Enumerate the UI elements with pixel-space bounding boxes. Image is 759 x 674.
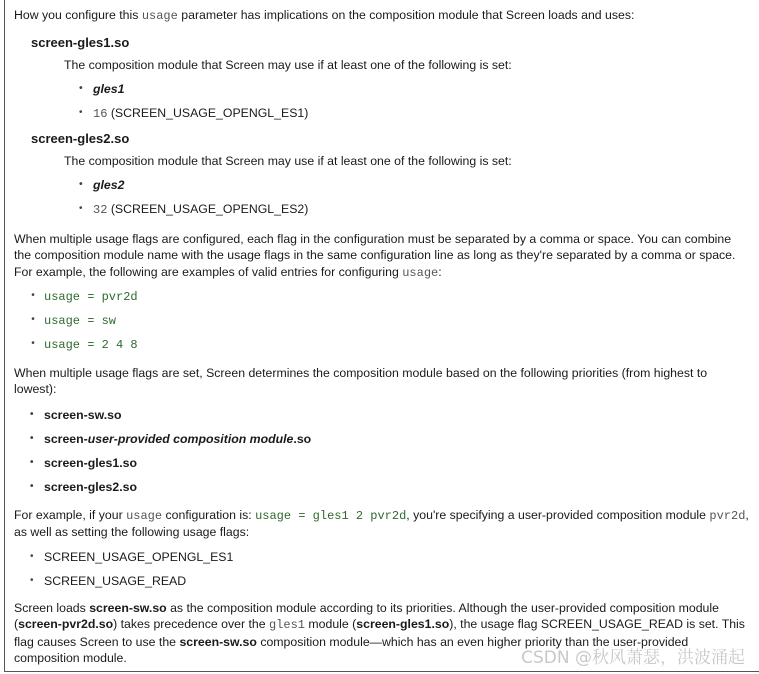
text: (SCREEN_USAGE_OPENGL_ES1)	[107, 106, 309, 120]
text: , as well as setting the following usage flags:	[14, 508, 749, 540]
paragraph-example	[14, 507, 751, 541]
paragraph-priorities: When multiple usage flags are set, Screen determines the composition module based on the following priorities (from highest to lowest):	[14, 366, 708, 397]
list-item	[93, 201, 308, 218]
priority-item: • screen-gles2.so	[44, 479, 137, 495]
inline-code: usage	[402, 265, 439, 280]
text: module (	[305, 617, 357, 632]
example-item: • usage = 2 4 8	[44, 337, 138, 353]
text: (SCREEN_USAGE_OPENGL_ES2)	[107, 202, 309, 216]
example-item: • usage = sw	[44, 313, 116, 329]
text: For example, if your	[14, 508, 127, 522]
text: ), the usage flag SCREEN_USAGE_READ is set. This flag causes Screen to use the	[14, 617, 745, 649]
paragraph-separators	[14, 231, 751, 281]
inline-code: 16	[93, 107, 108, 121]
inline-code: usage	[141, 9, 178, 23]
text: configuration is:	[162, 508, 256, 522]
list-item: • gles2	[93, 177, 124, 193]
priority-item	[44, 431, 311, 447]
list-item: • gles1	[93, 81, 124, 97]
text: screen-	[44, 432, 88, 446]
intro-paragraph	[14, 7, 751, 24]
text: composition module—which has an even higher priority than the user-provided composition module.	[14, 634, 689, 665]
text: , you're specifying a user-provided composition module	[406, 508, 710, 522]
text: user-provided composition module	[87, 432, 294, 446]
text: When multiple usage flags are configured, each flag in the configuration must be separated by a comma or space. You can combine the composition module name with the usage flags in the same configuration line as long as they're separated by a comma or space. For example, the following are examples of valid entries for configuring	[14, 232, 736, 279]
module-term: screen-gles2.so	[31, 131, 130, 146]
module-term: screen-gles1.so	[31, 35, 130, 50]
list-item	[93, 105, 308, 122]
text: Screen loads	[14, 601, 90, 615]
inline-code: gles1	[268, 618, 305, 633]
priority-item: • screen-gles1.so	[44, 455, 137, 471]
content-frame	[4, 0, 759, 672]
inline-code: usage	[126, 509, 163, 523]
text: screen-gles1.so	[356, 617, 450, 632]
text: parameter has implications on the composition module that Screen loads and uses:	[177, 8, 635, 22]
text: screen-sw.so	[89, 601, 167, 615]
flag-item: • SCREEN_USAGE_OPENGL_ES1	[44, 549, 233, 565]
text: screen-sw.so	[179, 634, 257, 649]
module-desc: The composition module that Screen may use if at least one of the following is set:	[64, 154, 512, 168]
watermark: CSDN @秋风萧瑟，洪波涌起	[521, 648, 745, 668]
module-desc: The composition module that Screen may use if at least one of the following is set:	[64, 58, 512, 72]
priority-item: • screen-sw.so	[44, 407, 121, 423]
inline-code: usage = gles1 2 pvr2d	[255, 509, 407, 523]
inline-code: 32	[93, 203, 108, 217]
text: .so	[293, 432, 312, 446]
flag-item: • SCREEN_USAGE_READ	[44, 573, 186, 589]
text: as the composition module according to its priorities. Although the user-provided composition module (	[14, 601, 719, 632]
inline-code: pvr2d	[709, 509, 746, 523]
text: :	[438, 264, 442, 279]
text: screen-pvr2d.so	[18, 617, 114, 632]
example-item: • usage = pvr2d	[44, 289, 138, 305]
text: How you configure this	[14, 8, 142, 22]
text: ) takes precedence over the	[113, 617, 269, 632]
